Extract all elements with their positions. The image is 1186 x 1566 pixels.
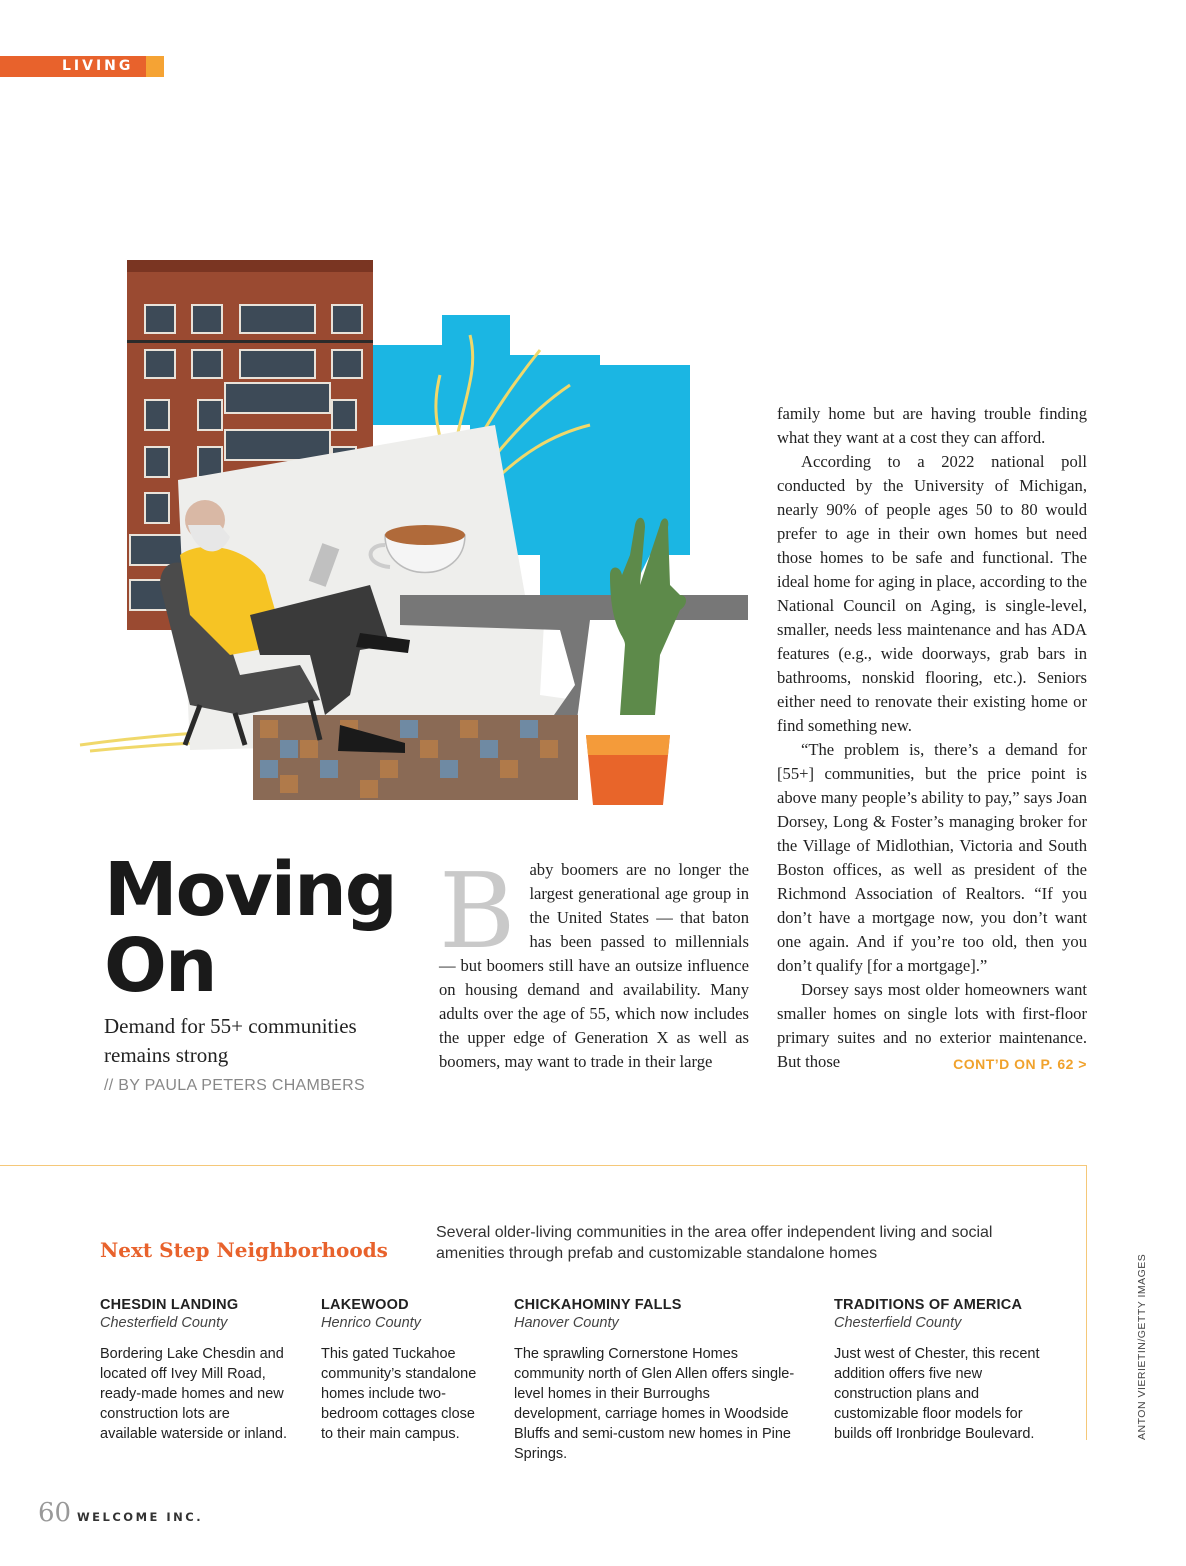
neighborhood-item [834, 1296, 1049, 1444]
sidebar-rule-top [0, 1165, 1087, 1166]
neighborhood-item [100, 1296, 290, 1444]
neighborhood-description: Just west of Chester, this recent addition offers five new construction plans and customizable floor models for builds off Ironbridge Boulevard. [834, 1346, 1040, 1442]
continued-link[interactable]: CONT’D ON P. 62 > [953, 1056, 1087, 1072]
sidebar-rule-right [1086, 1165, 1087, 1440]
neighborhood-name: LAKEWOOD [321, 1297, 409, 1313]
neighborhood-name: CHICKAHOMINY FALLS [514, 1297, 682, 1313]
body-paragraph: Dorsey says most older homeowners want smaller homes on single lots with first-floor primary suites and no exterior maintenance. But those [777, 980, 1087, 1071]
neighborhood-description: The sprawling Cornerstone Homes community north of Glen Allen offers single-level homes in their Burroughs development, carriage homes in Woodside Bluffs and semi-custom new homes in Pine Springs. [514, 1346, 795, 1462]
body-paragraph: family home but are having trouble finding what they want at a cost they can afford. [777, 404, 1087, 447]
section-label: LIVING [62, 58, 134, 74]
page-number: 60 [38, 1498, 72, 1528]
neighborhood-item [321, 1296, 486, 1444]
body-paragraph: aby boomers are no longer the largest generational age group in the United States — that baton has been passed to millennials — but boomers still have an outsize influence on housing demand and availability. Many adults over the age of 55, which now includes the upper edge of Generation X as well as boomers, may want to trade in their large [439, 860, 749, 1071]
article-dek: Demand for 55+ communities remains strong [104, 1014, 357, 1067]
headline-line-1: Moving [104, 847, 396, 933]
section-tag-accent [146, 56, 164, 77]
body-column-3 [777, 402, 1087, 1076]
headline-line-2: On [104, 923, 216, 1009]
neighborhood-name: CHESDIN LANDING [100, 1297, 239, 1313]
neighborhood-county: Henrico County [321, 1315, 421, 1331]
collage-illustration [70, 255, 760, 815]
neighborhood-description: Bordering Lake Chesdin and located off Ivey Mill Road, ready-made homes and new construction lots are available waterside or inland. [100, 1346, 287, 1442]
neighborhood-county: Hanover County [514, 1315, 619, 1331]
drop-cap: B [439, 850, 516, 972]
body-paragraph: According to a 2022 national poll conducted by the University of Michigan, nearly 90% of people ages 50 to 80 would prefer to age in their own homes but need those homes to be safe and functional. The ideal home for aging in place, according to the National Council on Aging, is single-level, smaller, needs less maintenance and has ADA features (e.g., wide doorways, grab bars in bathrooms, nonskid flooring, etc.). Seniors either need to renovate their existing home or find something new. [777, 452, 1087, 735]
body-column-2 [439, 850, 749, 1074]
sidebar-intro: Several older-living communities in the area offer independent living and social amenities through prefab and customizable standalone homes [436, 1224, 993, 1262]
tile-strip-image [253, 715, 578, 800]
neighborhood-county: Chesterfield County [100, 1315, 228, 1331]
neighborhood-county: Chesterfield County [834, 1315, 962, 1331]
body-paragraph: “The problem is, there’s a demand for [55+] communities, but the price point is above many people’s ability to pay,” says Joan Dorsey, Long & Foster’s managing broker for the Village of Midlothian, Victoria and South Boston offices, as well as president of the Richmond Association of Realtors. “If you don’t have a mortgage now, you don’t want one again. And if you’re too old, then you don’t qualify [for a mortgage].” [777, 740, 1087, 975]
magazine-name: WELCOME INC. [77, 1510, 204, 1524]
article-headline [104, 847, 424, 1009]
sidebar-title: Next Step Neighborhoods [100, 1238, 388, 1262]
section-tag [0, 56, 164, 77]
neighborhood-name: TRADITIONS OF AMERICA [834, 1297, 1023, 1313]
article-byline: // BY PAULA PETERS CHAMBERS [104, 1077, 365, 1094]
photo-credit: ANTON VIERIETIN/GETTY IMAGES [1136, 1253, 1148, 1440]
neighborhood-item [514, 1296, 799, 1464]
neighborhood-description: This gated Tuckahoe community’s standalone homes include two-bedroom cottages close to their main campus. [321, 1346, 477, 1442]
